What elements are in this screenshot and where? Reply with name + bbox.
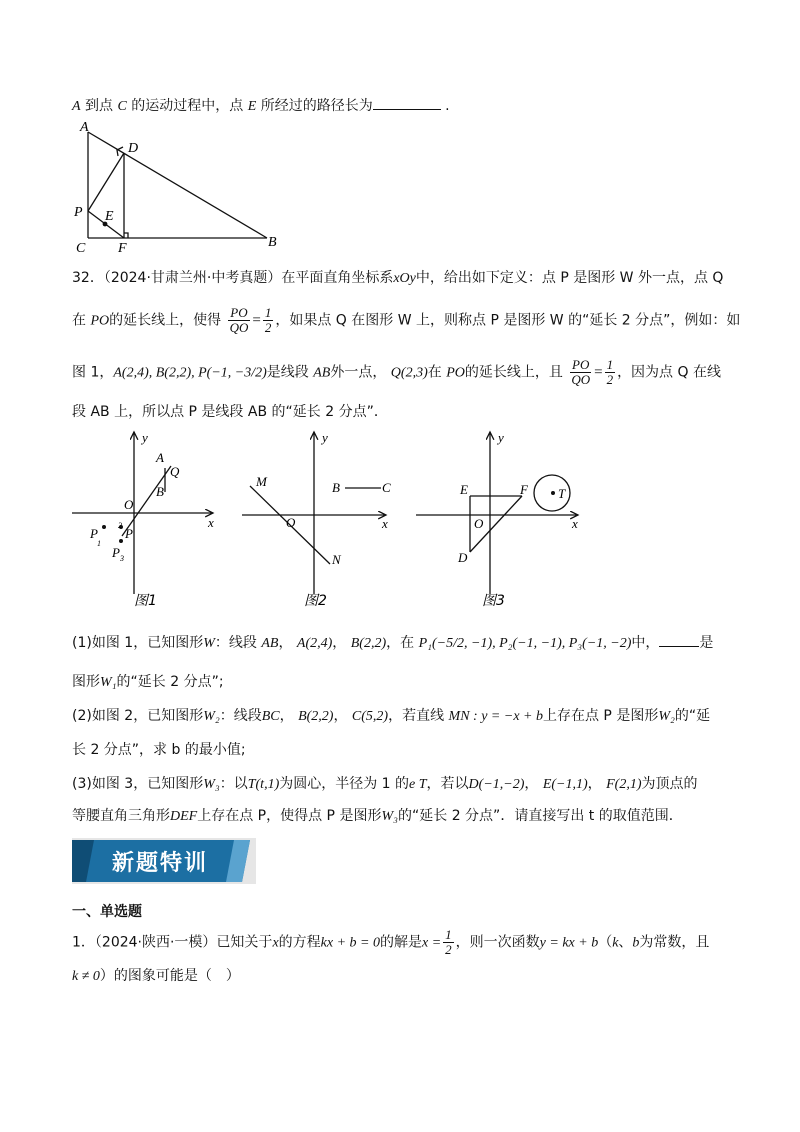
fig3-label-D: D	[458, 550, 468, 565]
answer-blank[interactable]	[373, 95, 441, 110]
fig2-origin-label: O	[286, 515, 296, 530]
q32-line4: 段 AB 上，所以点 P 是线段 AB 的“延长 2 分点”．	[72, 404, 388, 420]
fig2-label-M: M	[256, 474, 267, 489]
fig1-caption: 图1	[134, 593, 157, 609]
triangle-figure	[72, 118, 282, 254]
fig1-sub-3: 3	[120, 554, 124, 563]
figure-1	[68, 424, 228, 610]
fig3-x-label: x	[572, 516, 578, 531]
part2-line2: 长 2 分点”，求 b 的最小值;	[72, 742, 246, 758]
fig1-y-label: y	[142, 430, 148, 445]
label-A: A	[80, 120, 89, 135]
fig1-origin-label: O	[124, 497, 134, 512]
part1-answer-blank[interactable]	[659, 632, 699, 647]
label-D: D	[128, 141, 139, 156]
fig2-label-N: N	[332, 552, 341, 567]
q32-line2: 在 PO的延长线上，使得 $\frac{PO}{QO}$ = $\frac{1}{2}$ ，如果点 Q 在图形 W 上，则称点 P 是图形 W 的“延长 2 分点”，例如：如	[72, 305, 741, 335]
fig2-y-label: y	[322, 430, 328, 445]
fraction-half-2: $\frac{1}{2}$	[606, 357, 614, 387]
label-B: B	[268, 235, 277, 250]
top-question-line: A 到点 C 的运动过程中，点 E 所经过的路径长为 .	[72, 95, 732, 117]
fig1-label-A: A	[156, 450, 164, 465]
label-E: E	[105, 209, 114, 224]
fig3-caption: 图3	[482, 593, 505, 609]
fig1-sub-2: 2	[118, 521, 122, 530]
fraction-po-qo-2: $\frac{PO}{QO}$	[571, 357, 591, 387]
fig1-label-P2: P	[125, 526, 133, 541]
fig1-x-label: x	[208, 515, 214, 530]
part1-line1: (1)如图 1，已知图形W：线段 AB， A(2,4)， B(2,2)，在 P₁(−5/2, −1), P₂(−1, −1), P₃(−1, −2)中， 是	[72, 632, 732, 654]
section-title: 一、单选题	[72, 904, 142, 920]
figure-2	[236, 424, 396, 610]
q32-line3: 图 1，A(2,4), B(2,2), P(−1, −3/2)是线段 AB外一点， Q(2,3)在 PO的延长线上，且 $\frac{PO}{QO}$ = $\frac{1}{2}$ ，因为点 Q 在线	[72, 357, 721, 387]
label-P: P	[74, 205, 83, 220]
q1-line1: 1．（2024·陕西·一模）已知关于x的方程kx + b = 0的解是x = $\frac{1}{2}$ ，则一次函数y = kx + b（k、b为常数，且	[72, 927, 710, 957]
fig3-label-F: F	[520, 482, 528, 497]
banner-title: 新题特训	[112, 851, 209, 876]
part3-line1: (3)如图 3，已知图形W₃：以T(t,1)为圆心，半径为 1 的e T，若以D(−1,−2)， E(−1,1)， F(2,1)为顶点的	[72, 776, 698, 792]
fig1-label-P1: P	[90, 526, 98, 541]
fig1-label-P3: P	[112, 545, 120, 560]
fig2-label-B: B	[332, 480, 340, 495]
fig1-label-B: B	[156, 484, 164, 499]
fraction-half: $\frac{1}{2}$	[264, 305, 272, 335]
q32-line1: 32．（2024·甘肃兰州·中考真题）在平面直角坐标系xOy中，给出如下定义：点 P 是图形 W 外一点，点 Q	[72, 270, 724, 286]
fig3-label-E: E	[460, 482, 468, 497]
fig2-label-C: C	[382, 480, 391, 495]
label-F: F	[118, 241, 127, 254]
fraction-po-qo: $\frac{PO}{QO}$	[229, 305, 249, 335]
fig2-caption: 图2	[304, 593, 327, 609]
fig3-origin-label: O	[474, 516, 484, 531]
fig3-y-label: y	[498, 430, 504, 445]
part3-line2: 等腰直角三角形DEF上存在点 P，使得点 P 是图形W₃的“延长 2 分点”．请直接写出 t 的取值范围．	[72, 808, 683, 824]
fig3-label-T: T	[558, 486, 566, 501]
fig2-x-label: x	[382, 516, 388, 531]
part2-line1: (2)如图 2，已知图形W₂：线段BC， B(2,2)， C(5,2)，若直线 MN : y = −x + b上存在点 P 是图形W₂的“延	[72, 708, 711, 724]
fraction-q1: $\frac{1}{2}$	[445, 927, 452, 957]
fig1-label-Q: Q	[170, 464, 180, 479]
figure-3	[410, 424, 590, 610]
fig1-sub-1: 1	[97, 539, 101, 548]
section-banner	[72, 836, 256, 886]
part1-line2: 图形W₁的“延长 2 分点”;	[72, 674, 224, 690]
label-C: C	[76, 241, 86, 254]
q1-line2: k ≠ 0）的图象可能是（ ）	[72, 968, 240, 984]
